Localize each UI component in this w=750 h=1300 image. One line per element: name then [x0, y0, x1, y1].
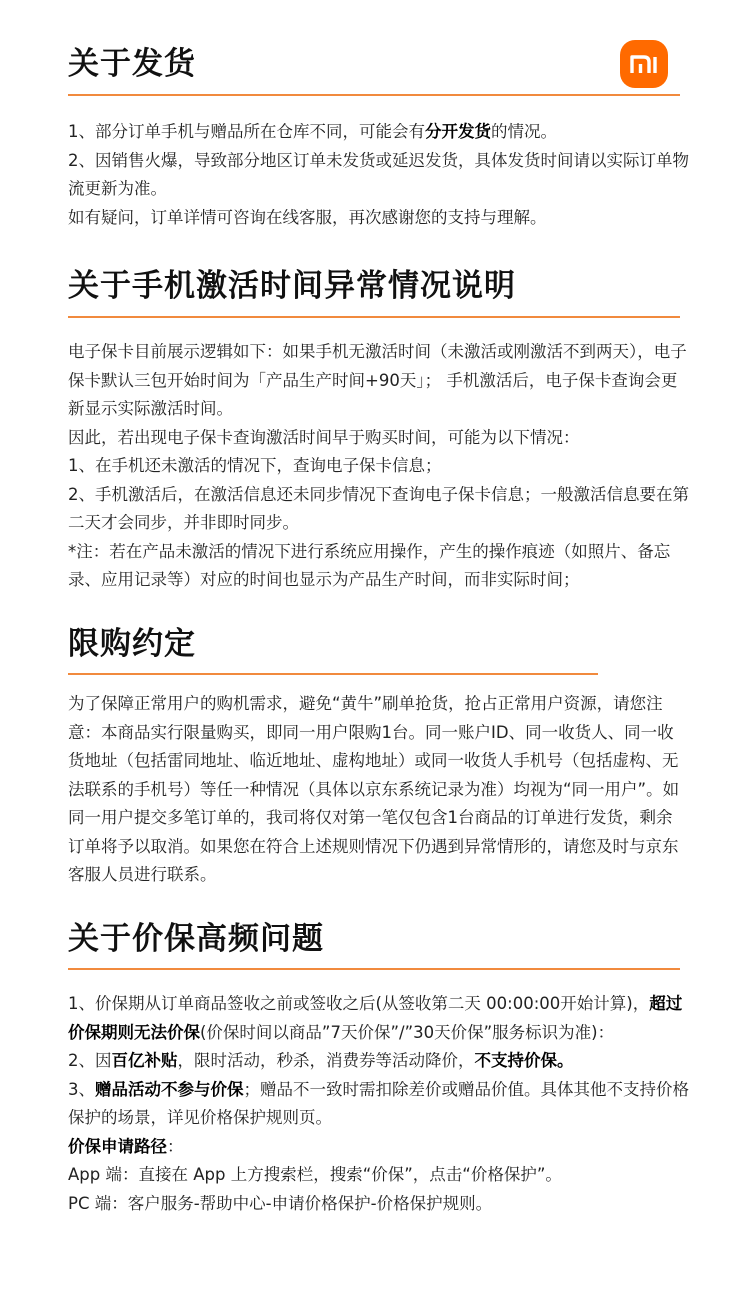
activation-note: *注：若在产品未激活的情况下进行系统应用操作，产生的操作痕迹（如照片、备忘录、应用记录等）对应的时间也显示为产品生产时间，而非实际时间；: [68, 541, 671, 589]
limit-paragraph: 为了保障正常用户的购机需求，避免“黄牛”刷单抢货，抢占正常用户资源，请您注意：本商品实行限量购买，即同一用户限购1台。同一账户ID、同一收货人、同一收货地址（包括雷同地址、临近地址、虚构地址）或同一收货人手机号（包括虚构、无法联系的手机号）等任一种情况（具体以京东系统记录为准）均视为“同一用户”。如同一用户提交多笔订单的，我司将仅对第一笔仅包含1台商品的订单进行发货，剩余订单将予以取消。如果您在符合上述规则情况下仍遇到异常情形的，请您及时与京东客服人员进行联系。: [68, 694, 680, 884]
limit-title: 限购约定: [68, 626, 196, 662]
shipping-divider: [68, 94, 680, 96]
shipping-title: 关于发货: [68, 46, 196, 82]
activation-body: [68, 338, 693, 595]
activation-para-1: 电子保卡目前展示逻辑如下：如果手机无激活时间（未激活或刚激活不到两天），电子保卡默认三包开始时间为「产品生产时间+90天」； 手机激活后，电子保卡查询会更新显示实际激活时间。: [68, 342, 687, 418]
activation-para-4: 2、手机激活后，在激活信息还未同步情况下查询电子保卡信息；一般激活信息要在第二天才会同步，并非即时同步。: [68, 484, 689, 532]
price-line-3: 3、赠品活动不参与价保；赠品不一致时需扣除差价或赠品价值。具体其他不支持价格保护的场景，详见价格保护规则页。: [68, 1079, 689, 1127]
shipping-line-2: 2、因销售火爆，导致部分地区订单未发货或延迟发货，具体发货时间请以实际订单物流更新为准。: [68, 150, 689, 198]
price-line-2: 2、因百亿补贴，限时活动，秒杀，消费券等活动降价，不支持价保。: [68, 1051, 574, 1070]
shipping-body: [68, 118, 693, 232]
price-route-label: 价保申请路径：: [68, 1136, 184, 1156]
activation-para-3: 1、在手机还未激活的情况下，查询电子保卡信息；: [68, 456, 442, 475]
price-line-1: 1、价保期从订单商品签收之前或签收之后(从签收第二天 00:00:00开始计算)，超过价保期则无法价保(价保时间以商品”7天价保”/”30天价保”服务标识为准)：: [68, 994, 683, 1042]
activation-title: 关于手机激活时间异常情况说明: [68, 268, 516, 304]
mi-logo-icon: [629, 53, 659, 75]
activation-divider: [68, 316, 680, 318]
price-divider: [68, 968, 680, 970]
price-route-app: App 端：直接在 App 上方搜索栏，搜索“价保”，点击“价格保护”。: [68, 1165, 562, 1184]
limit-divider: [68, 673, 598, 675]
limit-body: [68, 690, 688, 890]
price-title: 关于价保高频问题: [68, 921, 324, 957]
activation-para-2: 因此，若出现电子保卡查询激活时间早于购买时间，可能为以下情况：: [68, 427, 580, 447]
shipping-line-3: 如有疑问，订单详情可咨询在线客服，再次感谢您的支持与理解。: [68, 207, 547, 227]
price-body: [68, 990, 693, 1218]
price-route-pc: PC 端：客户服务-帮助中心-申请价格保护-价格保护规则。: [68, 1193, 493, 1213]
mi-logo: [620, 40, 668, 88]
shipping-line-1: 1、部分订单手机与赠品所在仓库不同，可能会有分开发货的情况。: [68, 122, 557, 141]
